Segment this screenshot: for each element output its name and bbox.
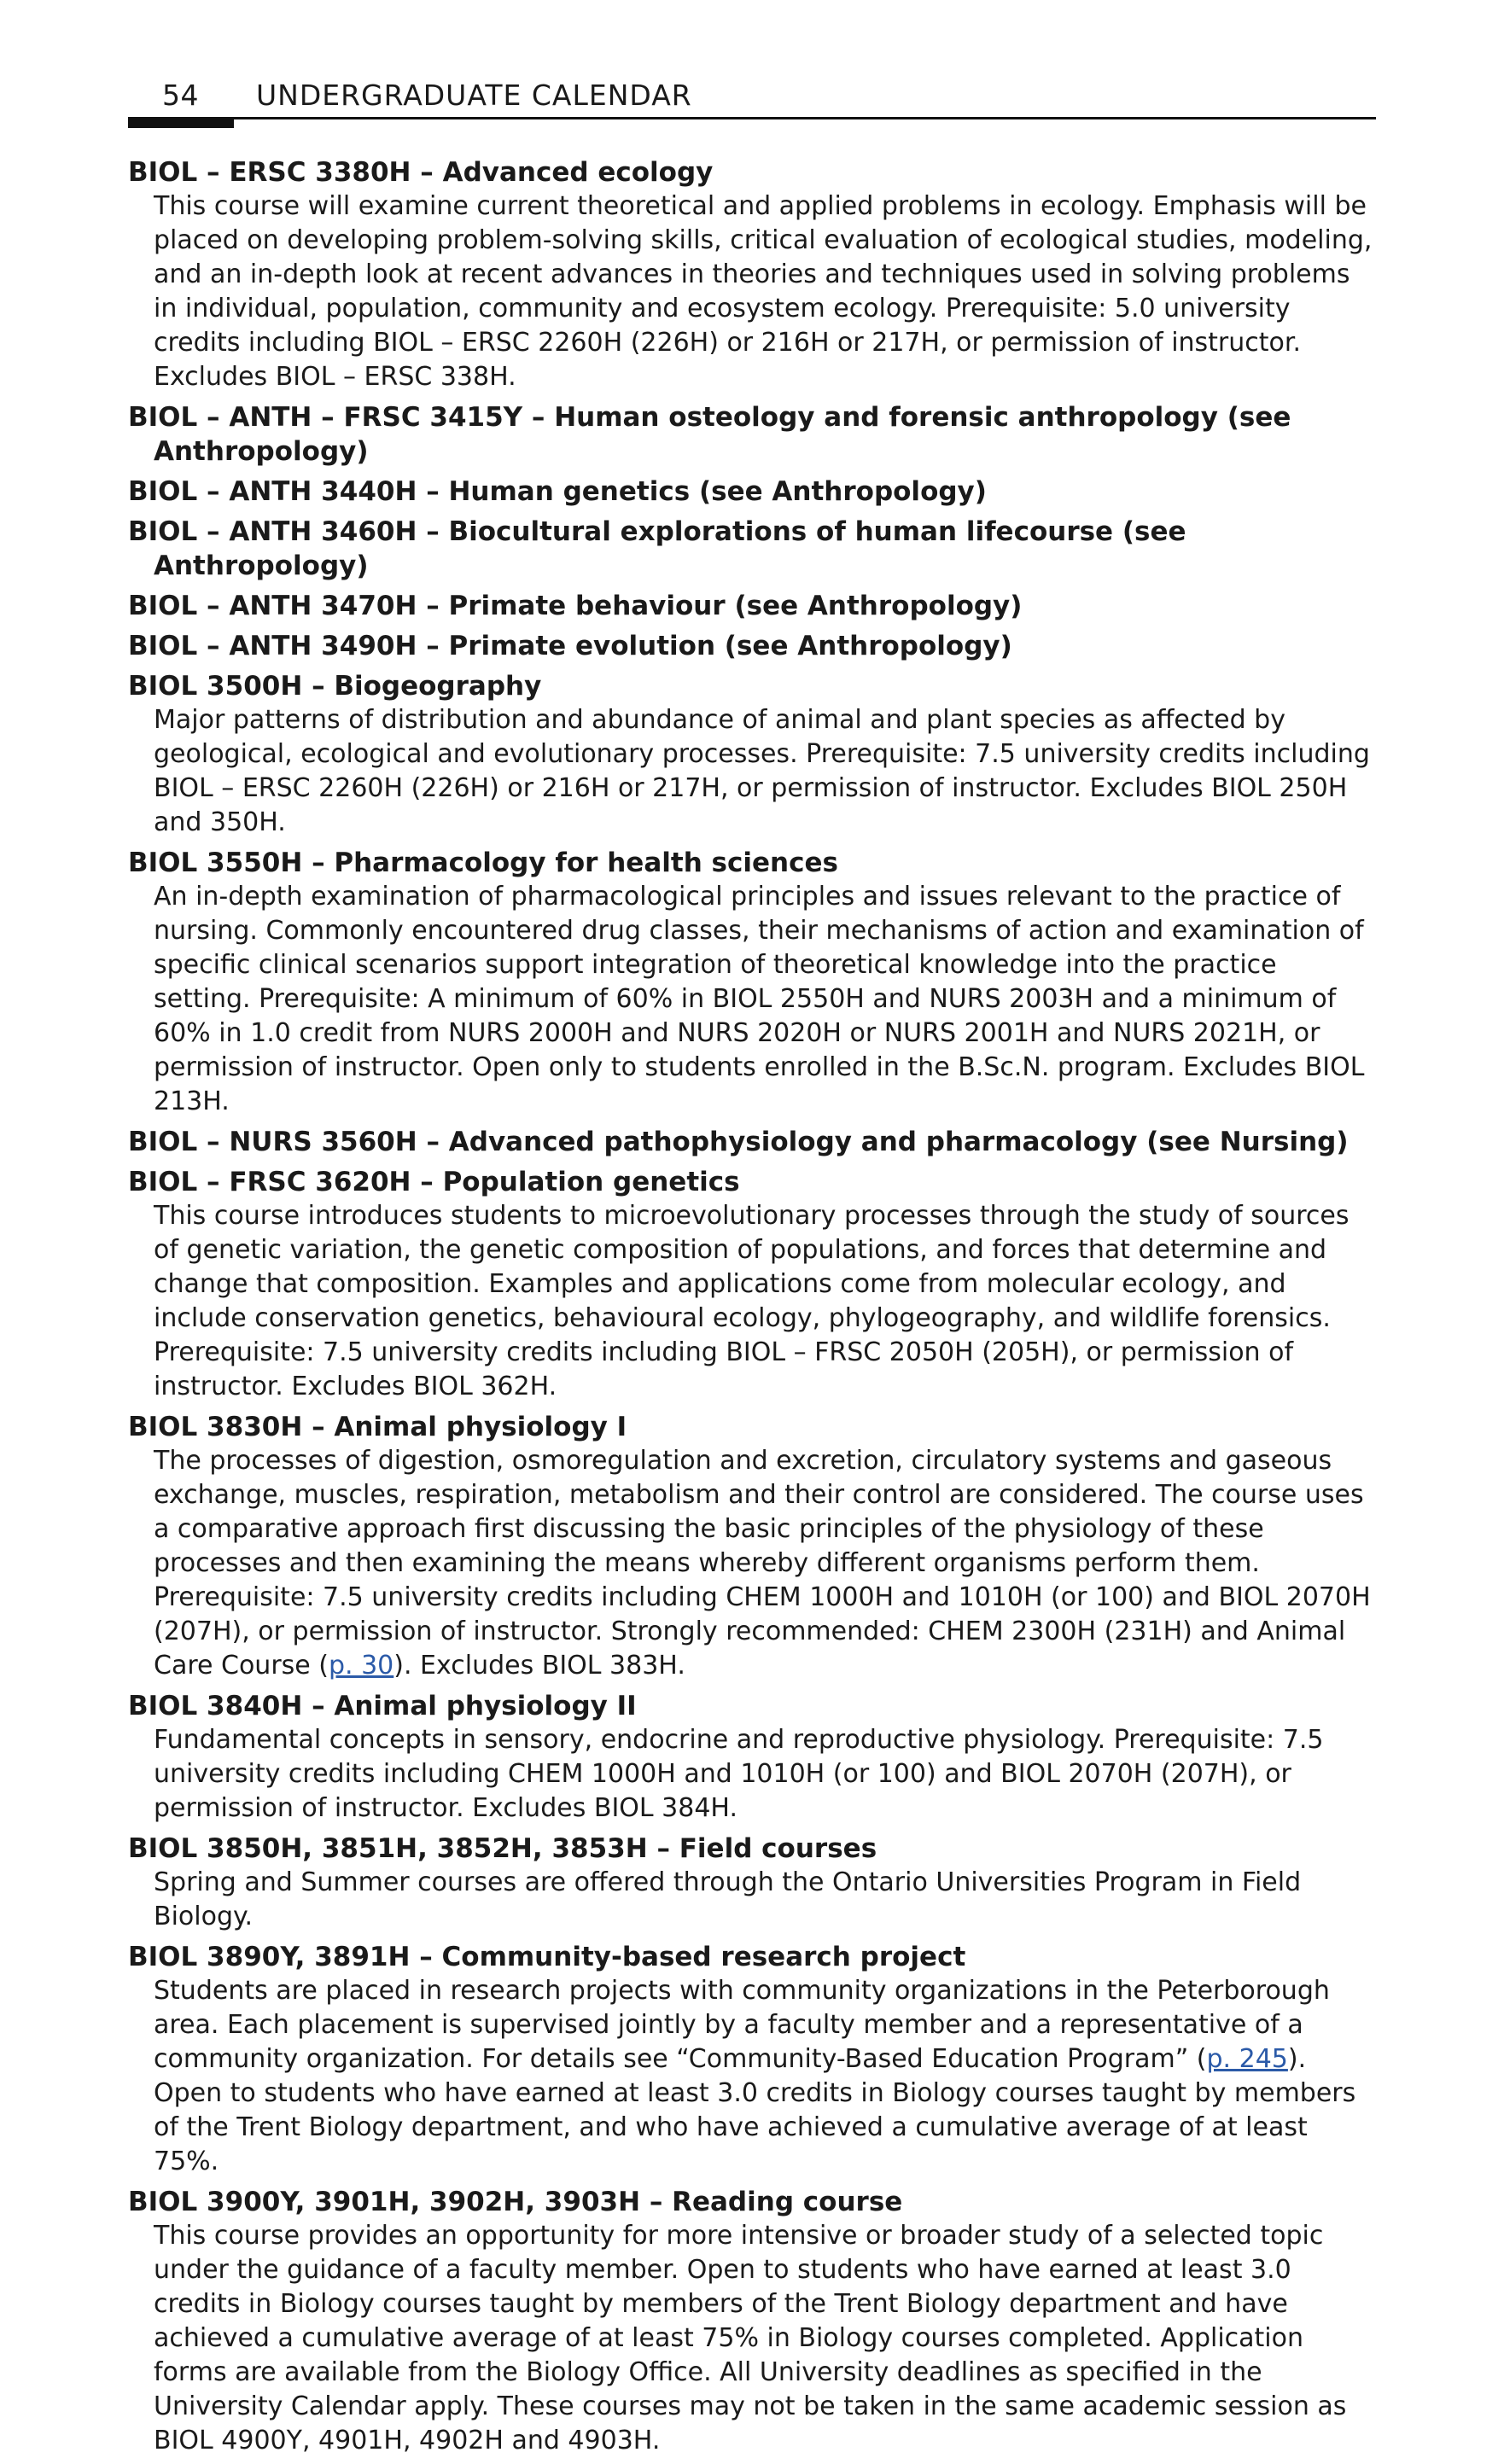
course-entry [128,1689,1376,1826]
description-text: ). Open to students who have earned at least 3.0 credits in Biology courses taught by members of the Trent Biology department, and who have achieved a cumulative average of at least 75%. [154,2044,1356,2176]
course-entry [128,475,1376,509]
course-title: BIOL – ERSC 3380H – Advanced ecology [128,157,714,188]
course-list [128,155,1376,2464]
course-entry [128,846,1376,1119]
page-number: 54 [162,79,199,112]
course-title: BIOL – FRSC 3620H – Population genetics [128,1167,740,1197]
course-description: This course introduces students to microevolutionary processes through the study of sources of genetic variation, the genetic composition of populations, and forces that determine and change that composition. Examples and applications come from molecular ecology, and include conservation genetics, behavioural ecology, phylogeography, and wildlife forensics. Prerequisite: 7.5 university credits including BIOL – FRSC 2050H (205H), or permission of instructor. Excludes BIOL 362H. [154,1201,1350,1401]
course-entry [128,629,1376,663]
page-245-link[interactable]: p. 245 [1206,2044,1288,2074]
course-entry [128,1125,1376,1159]
course-title: BIOL 3830H – Animal physiology I [128,1412,627,1442]
course-entry [128,155,1376,394]
page-30-link[interactable]: p. 30 [328,1651,394,1681]
course-title: BIOL 3500H – Biogeography [128,671,542,702]
course-title: BIOL – ANTH 3440H – Human genetics (see Anthropology) [128,476,987,507]
course-entry [128,669,1376,840]
description-text: The processes of digestion, osmoregulation and excretion, circulatory systems and gaseous exchange, muscles, respiration, metabolism and their control are considered. The course uses a comparative approach first discussing the basic principles of the physiology of these processes and then examining the means whereby different organisms perform them. Prerequisite: 7.5 university credits including CHEM 1000H and 1010H (or 100) and BIOL 2070H (207H), or permission of instructor. Strongly recommended: CHEM 2300H (231H) and Animal Care Course ( [154,1446,1371,1681]
course-title: BIOL 3890Y, 3891H – Community-based research project [128,1942,966,1972]
course-title: BIOL – NURS 3560H – Advanced pathophysiology and pharmacology (see Nursing) [128,1127,1349,1157]
course-title: BIOL – ANTH 3490H – Primate evolution (see Anthropology) [128,631,1012,661]
course-entry [128,1165,1376,1404]
course-entry [128,1832,1376,1934]
description-text: Students are placed in research projects with community organizations in the Peterborough area. Each placement is supervised jointly by a faculty member and a representative of a community organization. For details see “Community-Based Education Program” ( [154,1976,1330,2074]
course-title: BIOL – ANTH – FRSC 3415Y – Human osteology and forensic anthropology (see Anthropology) [128,402,1291,467]
course-entry [128,589,1376,623]
course-description: This course provides an opportunity for more intensive or broader study of a selected topic under the guidance of a faculty member. Open to students who have earned at least 3.0 credits in Biology courses taught by members of the Trent Biology department and have achieved a cumulative average of at least 75% in Biology courses completed. Application forms are available from the Biology Office. All University deadlines as specified in the University Calendar apply. These courses may not be taken in the same academic session as BIOL 4900Y, 4901H, 4902H and 4903H. [154,2221,1347,2455]
course-title: BIOL 3550H – Pharmacology for health sciences [128,848,838,878]
course-description [128,1444,1376,1683]
course-entry [128,1410,1376,1683]
course-entry [128,515,1376,583]
course-description: Major patterns of distribution and abundance of animal and plant species as affected by geological, ecological and evolutionary processes. Prerequisite: 7.5 university credits including BIOL – ERSC 2260H (226H) or 216H or 217H, or permission of instructor. Excludes BIOL 250H and 350H. [154,705,1370,837]
description-text: ). Excludes BIOL 383H. [393,1651,685,1681]
course-title: BIOL 3850H, 3851H, 3852H, 3853H – Field courses [128,1833,877,1864]
course-entry [128,400,1376,469]
course-title: BIOL – ANTH 3470H – Primate behaviour (see Anthropology) [128,591,1023,621]
course-description: An in-depth examination of pharmacological principles and issues relevant to the practice of nursing. Commonly encountered drug classes, their mechanisms of action and examination of specific clinical scenarios support integration of theoretical knowledge into the practice setting. Prerequisite: A minimum of 60% in BIOL 2550H and NURS 2003H and a minimum of 60% in 1.0 credit from NURS 2000H and NURS 2020H or NURS 2001H and NURS 2021H, or permission of instructor. Open only to students enrolled in the B.Sc.N. program. Excludes BIOL 213H. [154,882,1365,1116]
course-title: BIOL – ANTH 3460H – Biocultural explorations of human lifecourse (see Anthropology) [128,516,1186,581]
course-description [128,1974,1376,2179]
course-description: This course will examine current theoretical and applied problems in ecology. Emphasis will be placed on developing problem-solving skills, critical evaluation of ecological studies, modeling, and an in-depth look at recent advances in theories and techniques used in solving problems in individual, population, community and ecosystem ecology. Prerequisite: 5.0 university credits including BIOL – ERSC 2260H (226H) or 216H or 217H, or permission of instructor. Excludes BIOL – ERSC 338H. [154,191,1373,392]
page-header [128,0,1376,137]
course-description: Spring and Summer courses are offered through the Ontario Universities Program in Field Biology. [154,1867,1302,1931]
course-entry [128,2185,1376,2458]
course-description: Fundamental concepts in sensory, endocrine and reproductive physiology. Prerequisite: 7.5 university credits including CHEM 1000H and 1010H (or 100) and BIOL 2070H (207H), or permission of instructor. Excludes BIOL 384H. [154,1725,1324,1823]
header-rule [128,117,1376,119]
course-title: BIOL 3900Y, 3901H, 3902H, 3903H – Reading course [128,2187,903,2217]
header-rule-accent [128,119,234,128]
course-entry [128,1940,1376,2179]
course-title: BIOL 3840H – Animal physiology II [128,1691,637,1721]
running-title: UNDERGRADUATE CALENDAR [256,79,692,112]
